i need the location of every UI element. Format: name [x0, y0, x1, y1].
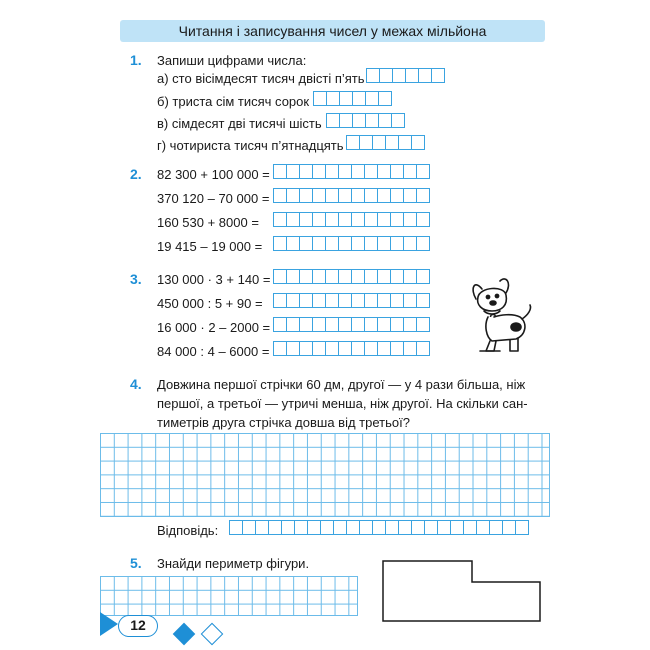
task-5-number: 5. [130, 555, 142, 571]
task-1-item-c: в) сімдесят дві тисячі шість [157, 116, 322, 131]
page-title: Читання і записування чисел у межах мільйона [120, 20, 545, 42]
diamond-outline-icon [201, 623, 224, 646]
dog-illustration [466, 275, 538, 355]
answer-boxes-1b[interactable] [313, 91, 391, 106]
answer-boxes-1a[interactable] [366, 68, 444, 83]
task-1-item-a: а) сто вісімдесят тисяч двісті п’ять [157, 71, 365, 86]
task-4-line-1: Довжина першої стрічки 60 дм, другої — у 4 рази більша, ніж [157, 377, 526, 392]
task-3-item-4: 84 000 : 4 – 6000 = [157, 344, 270, 359]
task-3-item-1: 130 000 · 3 + 140 = [157, 272, 271, 287]
task-5-grid[interactable] [100, 576, 358, 616]
answer-boxes-2-2[interactable] [273, 188, 429, 203]
diamond-filled-icon [173, 623, 196, 646]
answer-boxes-1d[interactable] [346, 135, 424, 150]
task-3-item-2: 450 000 : 5 + 90 = [157, 296, 263, 311]
task-3-number: 3. [130, 271, 142, 287]
task-2-item-3: 160 530 + 8000 = [157, 215, 259, 230]
answer-label: Відповідь: [157, 523, 219, 538]
answer-boxes-3-3[interactable] [273, 317, 429, 332]
answer-boxes-2-3[interactable] [273, 212, 429, 227]
page-number-arrow [100, 612, 118, 636]
task-1-number: 1. [130, 52, 142, 68]
task-4-number: 4. [130, 376, 142, 392]
task-1-item-b: б) триста сім тисяч сорок [157, 94, 310, 109]
answer-boxes-3-4[interactable] [273, 341, 429, 356]
task-2-number: 2. [130, 166, 142, 182]
task-3-item-3: 16 000 · 2 – 2000 = [157, 320, 271, 335]
task-1-prompt: Запиши цифрами числа: [157, 53, 307, 68]
task-2-item-1: 82 300 + 100 000 = [157, 167, 270, 182]
answer-boxes-1c[interactable] [326, 113, 404, 128]
task-4-line-3: тиметрів друга стрічка довша від третьої? [157, 415, 410, 430]
answer-boxes-2-1[interactable] [273, 164, 429, 179]
answer-boxes-3-2[interactable] [273, 293, 429, 308]
task-1-item-d: г) чотириста тисяч п’ятнадцять [157, 138, 344, 153]
task-2-item-2: 370 120 – 70 000 = [157, 191, 270, 206]
task-2-item-4: 19 415 – 19 000 = [157, 239, 263, 254]
answer-boxes-4[interactable] [229, 520, 528, 535]
solution-grid[interactable] [100, 433, 550, 517]
page-number: 12 [118, 615, 158, 637]
header-tab-shape [535, 26, 545, 42]
answer-boxes-2-4[interactable] [273, 236, 429, 251]
answer-boxes-3-1[interactable] [273, 269, 429, 284]
task-5-prompt: Знайди периметр фігури. [157, 556, 310, 571]
task-4-line-2: першої, а третьої — утричі менша, ніж другої. На скільки сан- [157, 396, 528, 411]
perimeter-figure [382, 560, 542, 622]
